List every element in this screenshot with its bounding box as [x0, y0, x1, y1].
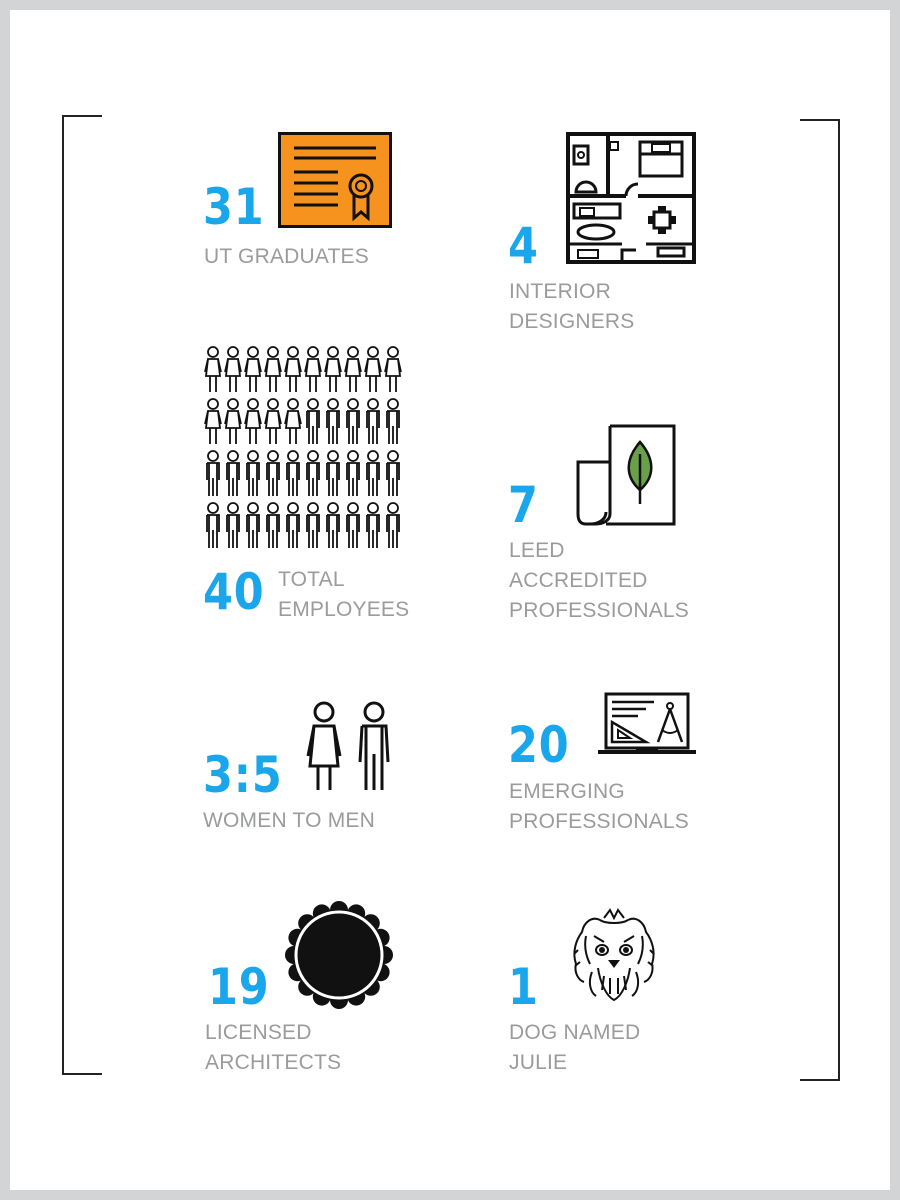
- stat-label: EMERGING PROFESSIONALS: [509, 780, 689, 833]
- woman-man-icon: [304, 700, 396, 794]
- stat-label: WOMEN TO MEN: [203, 809, 375, 832]
- stat-label: LICENSED ARCHITECTS: [205, 1021, 342, 1074]
- seal-rim: [285, 901, 393, 1009]
- right-bracket: [800, 119, 840, 1081]
- left-bracket: [62, 115, 102, 1075]
- diploma-icon: [278, 132, 392, 228]
- mixed-row: [205, 399, 399, 444]
- stat-label: INTERIOR DESIGNERS: [509, 280, 635, 333]
- stat-value: 19: [208, 958, 270, 1016]
- men-row: [207, 503, 399, 548]
- man-figure: [360, 703, 388, 790]
- stat-value: 40: [203, 563, 265, 621]
- leaf-scroll-icon: [576, 424, 680, 528]
- stat-value: 31: [203, 178, 265, 236]
- seal-icon: [284, 900, 394, 1010]
- floor-plan-icon: [566, 132, 696, 264]
- stat-value: 7: [508, 476, 539, 534]
- stat-value: 3:5: [203, 746, 283, 804]
- stat-label: LEED ACCREDITED PROFESSIONALS: [509, 539, 689, 622]
- stat-value: 20: [508, 716, 570, 774]
- stat-value: 1: [508, 958, 539, 1016]
- people-grid-icon: [204, 346, 402, 552]
- stat-value: 4: [508, 217, 539, 275]
- dog-icon: [570, 906, 658, 1004]
- woman-figure: [308, 703, 340, 790]
- stat-label: TOTAL EMPLOYEES: [278, 568, 410, 621]
- stat-label: DOG NAMED JULIE: [509, 1021, 641, 1074]
- laptop-drafting-icon: [596, 692, 698, 758]
- men-row: [207, 451, 399, 496]
- stat-label: UT GRADUATES: [204, 245, 369, 268]
- infographic-card: [10, 10, 890, 1190]
- women-row: [205, 347, 401, 392]
